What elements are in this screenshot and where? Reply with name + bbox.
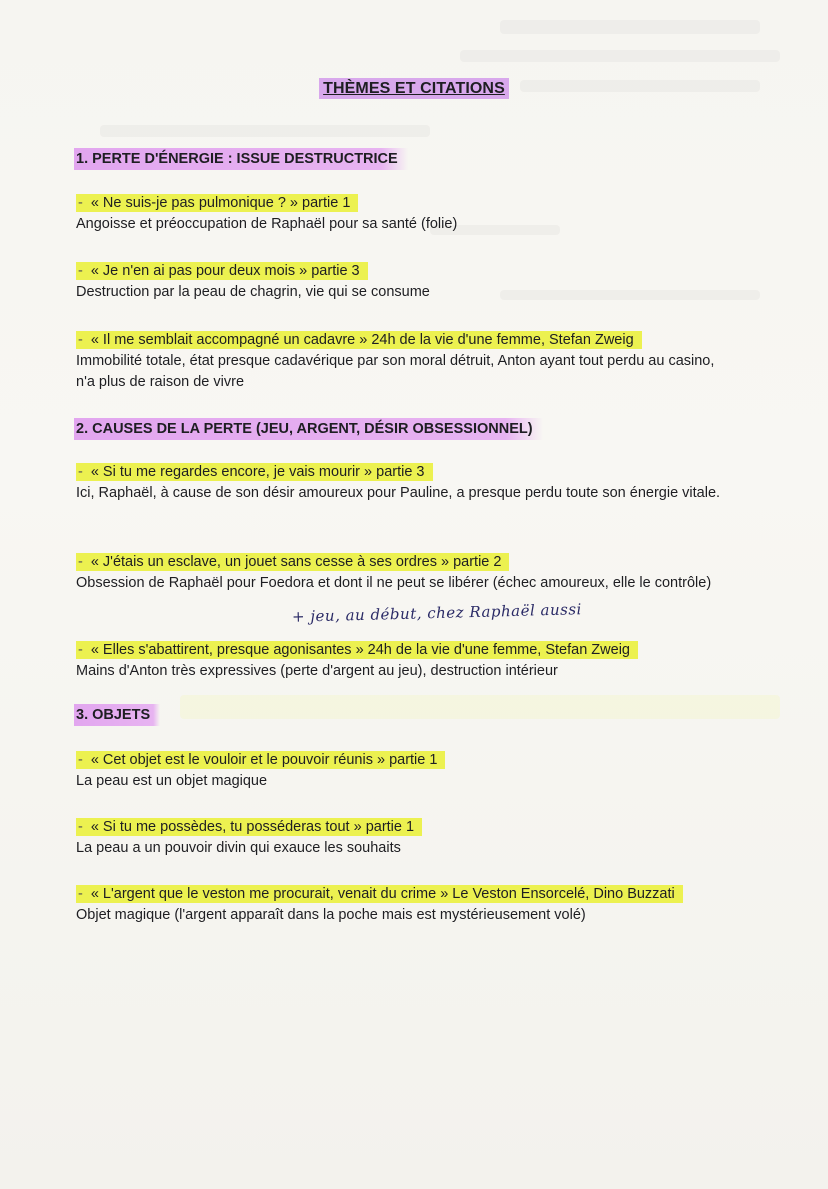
citation-quote: - « Si tu me possèdes, tu posséderas tout » partie 1 xyxy=(74,817,734,838)
citation-description: Destruction par la peau de chagrin, vie qui se consume xyxy=(76,284,430,300)
citation-item xyxy=(74,462,734,504)
citation-description: Obsession de Raphaël pour Foedora et dont il ne peut se libérer (échec amoureux, elle le contrôle) xyxy=(76,575,712,591)
citation-quote: - « Il me semblait accompagné un cadavre » 24h de la vie d'une femme, Stefan Zweig xyxy=(74,330,734,351)
citation-item xyxy=(74,750,734,792)
citation-item xyxy=(74,193,734,235)
citation-quote: - « Si tu me regardes encore, je vais mourir » partie 3 xyxy=(74,462,734,483)
section-heading-causes-perte: 2. CAUSES DE LA PERTE (JEU, ARGENT, DÉSIR OBSESSIONNEL) xyxy=(74,418,543,440)
bleed-through-text xyxy=(500,20,760,34)
citation-item xyxy=(74,552,734,594)
citation-description: La peau est un objet magique xyxy=(76,773,268,789)
handwritten-note: + jeu, au début, chez Raphaël aussi xyxy=(291,600,583,626)
citation-quote: - « Ne suis-je pas pulmonique ? » partie 1 xyxy=(74,193,734,214)
section-heading-objets: 3. OBJETS xyxy=(74,704,160,726)
citation-item xyxy=(74,884,714,926)
page-title: THÈMES ET CITATIONS xyxy=(319,78,509,99)
page-title-wrap xyxy=(0,80,828,98)
section-heading-perte-energie: 1. PERTE D'ÉNERGIE : ISSUE DESTRUCTRICE xyxy=(74,148,408,170)
bleed-through-text xyxy=(460,50,780,62)
citation-quote: - « J'étais un esclave, un jouet sans cesse à ses ordres » partie 2 xyxy=(74,552,734,573)
bleed-through-text xyxy=(180,695,780,719)
citation-item xyxy=(74,640,734,682)
citation-quote: - « Cet objet est le vouloir et le pouvoir réunis » partie 1 xyxy=(74,750,734,771)
citation-item xyxy=(74,330,734,393)
citation-quote: - « Elles s'abattirent, presque agonisantes » 24h de la vie d'une femme, Stefan Zweig xyxy=(74,640,734,661)
citation-description: Objet magique (l'argent apparaît dans la poche mais est mystérieusement volé) xyxy=(76,907,586,923)
citation-item xyxy=(74,261,734,303)
citation-description: Angoisse et préoccupation de Raphaël pour sa santé (folie) xyxy=(76,216,458,232)
bleed-through-text xyxy=(100,125,430,137)
citation-description: La peau a un pouvoir divin qui exauce les souhaits xyxy=(76,840,401,856)
citation-description: Mains d'Anton très expressives (perte d'argent au jeu), destruction intérieur xyxy=(76,663,558,679)
citation-quote: - « L'argent que le veston me procurait, venait du crime » Le Veston Ensorcelé, Dino Buzzati xyxy=(74,884,714,905)
citation-description: Ici, Raphaël, à cause de son désir amoureux pour Pauline, a presque perdu toute son énergie vitale. xyxy=(76,485,721,501)
citation-quote: - « Je n'en ai pas pour deux mois » partie 3 xyxy=(74,261,734,282)
citation-item xyxy=(74,817,734,859)
citation-description: Immobilité totale, état presque cadavérique par son moral détruit, Anton ayant tout perdu au casino, n'a plus de raison de vivre xyxy=(76,353,715,390)
